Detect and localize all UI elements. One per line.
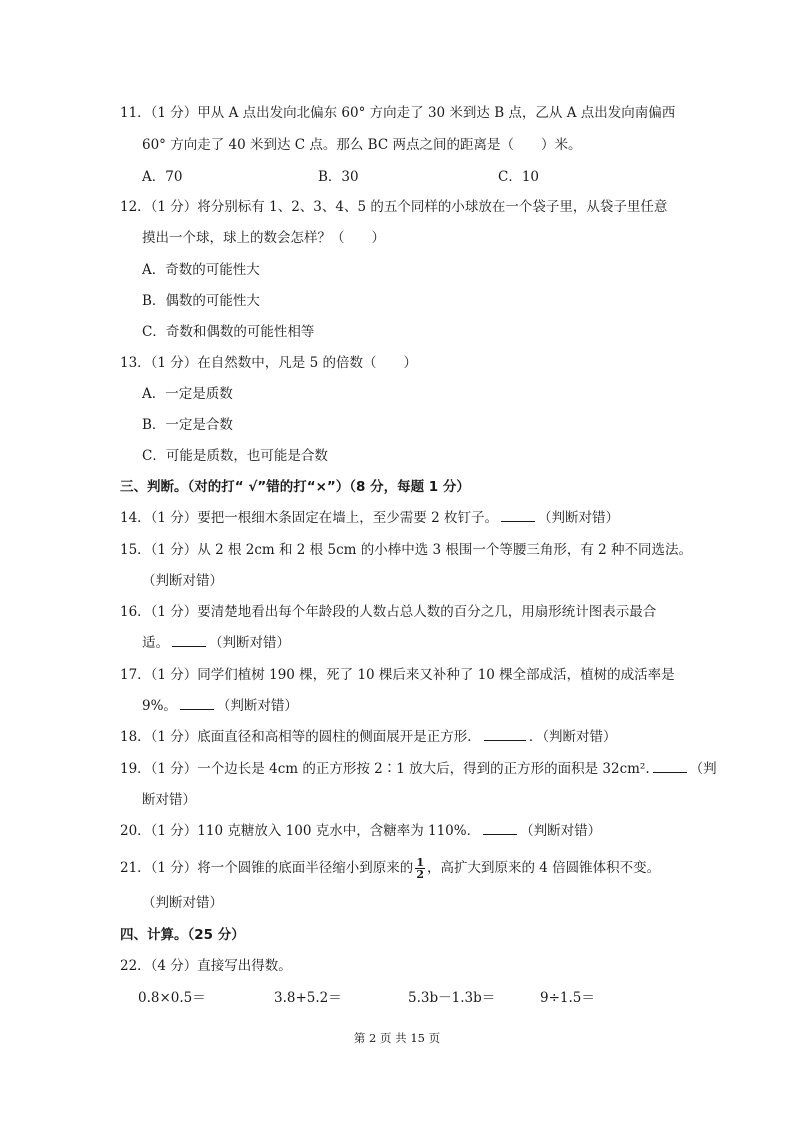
question-13-option-b: B．一定是合数 xyxy=(142,417,233,433)
question-19-line-1 xyxy=(120,760,717,778)
question-11-option-b: B．30 xyxy=(318,169,359,185)
question-12-option-a: A．奇数的可能性大 xyxy=(142,262,260,278)
answer-blank[interactable] xyxy=(501,509,535,522)
question-16-suffix: （判断对错） xyxy=(209,635,290,651)
question-18-text: 18．（1 分）底面直径和高相等的圆柱的侧面展开是正方形． xyxy=(120,729,481,745)
question-19-suffix: （判 xyxy=(689,761,717,777)
question-16-line-2 xyxy=(142,634,290,652)
question-21-line-1 xyxy=(120,855,660,881)
question-14-suffix: （判断对错） xyxy=(537,510,619,526)
question-16-line-1: 16．（1 分）要清楚地看出每个年龄段的人数占总人数的百分之几，用扇形统计图表示最合 xyxy=(120,604,657,620)
question-18 xyxy=(120,728,617,746)
answer-blank[interactable] xyxy=(180,697,214,710)
question-21-pre: 21．（1 分）将一个圆锥的底面半径缩小到原来的 xyxy=(120,860,414,876)
question-12-option-b: B．偶数的可能性大 xyxy=(142,293,260,309)
question-13-option-a: A．一定是质数 xyxy=(142,386,233,402)
question-17-pre: 9%。 xyxy=(142,698,177,714)
question-18-suffix: ．（判断对错） xyxy=(528,729,617,745)
question-14-text: 14．（1 分）要把一根细木条固定在墙上，至少需要 2 枚钉子。 xyxy=(120,510,498,526)
answer-blank[interactable] xyxy=(653,760,687,773)
question-21-post: ，高扩大到原来的 4 倍圆锥体积不变。 xyxy=(426,860,661,876)
question-20-suffix: （判断对错） xyxy=(520,823,602,839)
fraction-denominator: 2 xyxy=(416,868,424,881)
question-20 xyxy=(120,822,601,840)
question-11-option-a: A．70 xyxy=(142,169,183,185)
page-number-footer: 第 2 页 共 15 页 xyxy=(353,1031,441,1045)
question-11-line-2: 60° 方向走了 40 米到达 C 点。那么 BC 两点之间的距离是（ ）米。 xyxy=(142,137,582,153)
calc-item-4: 9÷1.5＝ xyxy=(540,990,595,1006)
answer-blank[interactable] xyxy=(172,634,206,647)
question-16-pre: 适。 xyxy=(142,635,169,651)
fraction-numerator: 1 xyxy=(416,856,424,869)
question-21-line-2: （判断对错） xyxy=(142,895,223,911)
question-17-line-2 xyxy=(142,697,298,715)
question-19-text: 19．（1 分）一个边长是 4cm 的正方形按 2∶1 放大后，得到的正方形的面积是 32cm². xyxy=(120,761,650,777)
answer-blank[interactable] xyxy=(484,728,526,741)
fraction-one-half xyxy=(415,857,425,880)
question-13-line-1: 13．（1 分）在自然数中，凡是 5 的倍数（ ） xyxy=(120,355,417,371)
question-13-option-c: C．可能是质数，也可能是合数 xyxy=(142,448,328,464)
question-12-option-c: C．奇数和偶数的可能性相等 xyxy=(142,324,315,340)
calc-item-2: 3.8+5.2＝ xyxy=(274,990,342,1006)
question-15-line-1: 15．（1 分）从 2 根 2cm 和 2 根 5cm 的小棒中选 3 根围一个等腰三角形，有 2 种不同选法。 xyxy=(120,542,693,558)
answer-blank[interactable] xyxy=(483,822,517,835)
question-14 xyxy=(120,509,619,527)
section-4-heading: 四、计算。（25 分） xyxy=(120,927,245,943)
question-17-suffix: （判断对错） xyxy=(216,698,298,714)
question-12-line-2: 摸出一个球，球上的数会怎样？（ ） xyxy=(142,230,385,246)
question-11-option-c: C．10 xyxy=(498,169,540,185)
calc-item-1: 0.8×0.5＝ xyxy=(138,990,206,1006)
question-19-line-2: 断对错） xyxy=(142,792,196,808)
question-17-line-1: 17．（1 分）同学们植树 190 棵，死了 10 棵后来又补种了 10 棵全部成活，植树的成活率是 xyxy=(120,667,675,683)
calc-item-3: 5.3b－1.3b＝ xyxy=(408,990,496,1006)
question-11-line-1: 11．（1 分）甲从 A 点出发向北偏东 60° 方向走了 30 米到达 B 点，乙从 A 点出发向南偏西 xyxy=(120,105,676,121)
question-20-text: 20．（1 分）110 克糖放入 100 克水中，含糖率为 110%． xyxy=(120,823,481,839)
question-15-line-2: （判断对错） xyxy=(142,573,223,589)
question-12-line-1: 12．（1 分）将分别标有 1、2、3、4、5 的五个同样的小球放在一个袋子里，从袋子里任意 xyxy=(120,199,668,215)
question-22: 22．（4 分）直接写出得数。 xyxy=(120,958,292,974)
section-3-heading: 三、判断。（对的打“ √”错的打“×”）（8 分，每题 1 分） xyxy=(120,479,470,495)
